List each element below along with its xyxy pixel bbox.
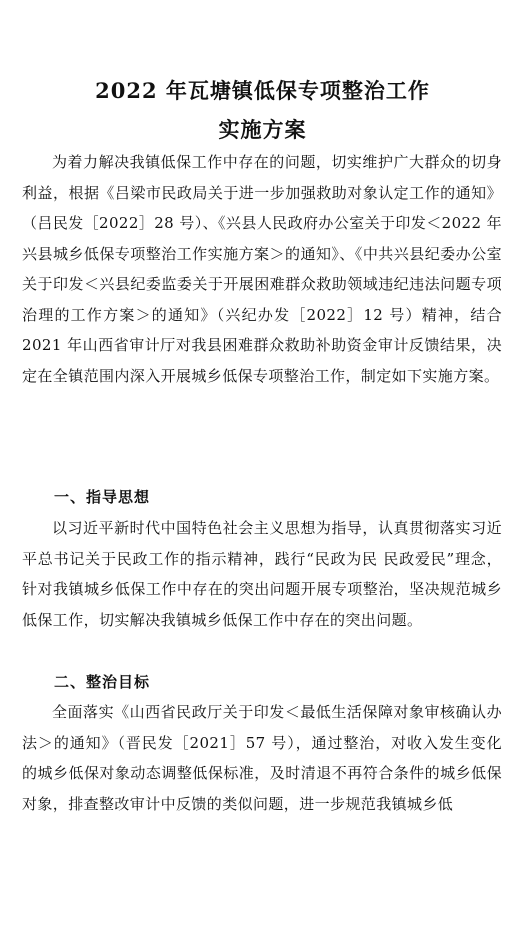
intro-paragraph: 为着力解决我镇低保工作中存在的问题，切实维护广大群众的切身利益，根据《吕梁市民政局关于进一步加强救助对象认定工作的通知》（吕民发［2022］28 号）、《兴县人民政府办公室关于印发＜2022 年兴县城乡低保专项整治工作实施方案＞的通知》、《中共兴县纪委办公室关于印发＜兴县纪委监委关于开展困难群众救助领域违纪违法问题专项治理的工作方案＞的通知》（兴纪办发［2022］12 号）精神，结合 2021 年山西省审计厅对我县困难群众救助补助资金审计反馈结果，决定在全镇范围内深入开展城乡低保专项整治工作，制定如下实施方案。 [22,153,502,385]
rectification-goals-paragraph: 全面落实《山西省民政厅关于印发＜最低生活保障对象审核确认办法＞的通知》（晋民发［2021］57 号），通过整治，对收入发生变化的城乡低保对象动态调整低保标准，及时清退不再符合条件的城乡低保对象，排查整改审计中反馈的类似问题，进一步规范我镇城乡低 [22,703,502,813]
section-heading-guiding-ideology: 一、指导思想 [54,488,151,506]
guiding-ideology-paragraph: 以习近平新时代中国特色社会主义思想为指导，认真贯彻落实习近平总书记关于民政工作的指示精神，践行“民政为民 民政爱民”理念，针对我镇城乡低保工作中存在的突出问题开展专项整治，坚决规范城乡低保工作，切实解决我镇城乡低保工作中存在的突出问题。 [22,519,502,629]
document-title-line2: 实施方案 [218,117,307,142]
section-heading-rectification-goals: 二、整治目标 [54,673,151,691]
document-title-line1: 2022 年瓦塘镇低保专项整治工作 [95,78,430,103]
